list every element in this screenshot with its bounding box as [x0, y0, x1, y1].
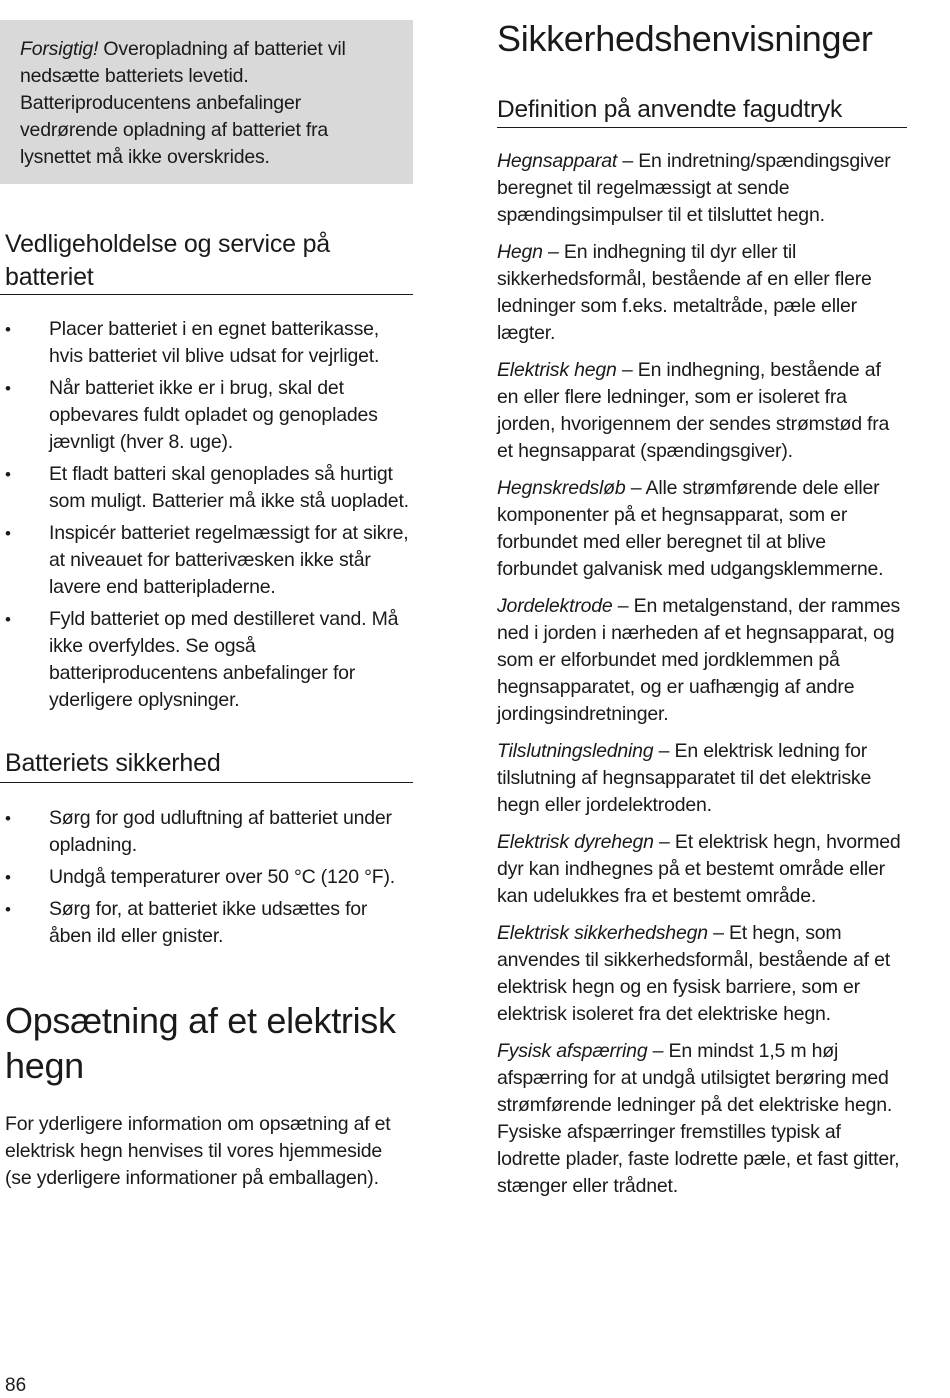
definition-term: Jordelektrode: [497, 595, 613, 617]
caution-text: Overopladning af batteriet vil nedsætte batteriets levetid. Batteriproducentens anbefalinger vedrørende opladning af batteriet fra lysnettet må ikke overskrides.: [20, 38, 346, 168]
safety-rule: [0, 782, 413, 783]
definition-term: Hegnsapparat: [497, 150, 618, 172]
setup-text: For yderligere information om opsætning af et elektrisk hegn henvises til vores hjemmeside (se yderligere informationer på emballagen).: [5, 1113, 391, 1189]
definition-item: [497, 920, 907, 1028]
definition-item: [497, 829, 907, 910]
definition-term: Elektrisk dyrehegn: [497, 831, 654, 853]
list-item: • Sørg for, at batteriet ikke udsættes for åben ild eller gnister.: [0, 896, 413, 950]
list-item: • Placer batteriet i en egnet batterikasse, hvis batteriet vil blive udsat for vejrliget.: [0, 316, 413, 370]
maintenance-rule: [0, 294, 413, 295]
safety-list: [0, 805, 413, 950]
list-item: • Et fladt batteri skal genoplades så hurtigt som muligt. Batterier må ikke stå uopladet.: [0, 461, 413, 515]
definition-text: – En indhegning, bestående af en eller flere ledninger, som er isoleret fra jorden, hvorigennem der sendes strømstød fra et hegnsapparat (spændingsgiver).: [497, 359, 890, 462]
page-number: 86: [5, 1375, 27, 1396]
maintenance-heading: Vedligeholdelse og service på batteriet: [5, 230, 330, 291]
definition-text: – En indretning/spændingsgiver beregnet til regelmæssigt at sende spændingsimpulser til et tilsluttet hegn.: [497, 150, 891, 226]
definition-text: – En elektrisk ledning for tilslutning af hegnsapparatet til det elektriske hegn eller jordelektroden.: [497, 740, 872, 816]
definition-term: Hegn: [497, 241, 543, 263]
definition-text: – En indhegning til dyr eller til sikkerhedsformål, bestående af en eller flere ledninger som f.eks. metaltråde, pæle eller lægter.: [497, 241, 872, 344]
setup-heading: Opsætning af et elektrisk hegn: [5, 1000, 396, 1086]
definition-item: [497, 738, 907, 819]
definition-text: – En metalgenstand, der rammes ned i jorden i nærheden af et hegnsapparat, og som er elforbundet med jordklemmen på hegnsapparatet, og er uafhængig af andre jordingsindretninger.: [497, 595, 901, 725]
caution-label: Forsigtig!: [20, 38, 99, 60]
definitions-rule: [497, 127, 907, 128]
maintenance-list: [0, 316, 413, 714]
definition-term: Elektrisk sikkerhedshegn: [497, 922, 708, 944]
definition-item: [497, 357, 907, 465]
definitions-list: [497, 148, 907, 1210]
definition-item: [497, 593, 907, 728]
definition-item: [497, 475, 907, 583]
list-item: • Sørg for god udluftning af batteriet under opladning.: [0, 805, 413, 859]
definition-item: [497, 148, 907, 229]
definition-item: [497, 1038, 907, 1200]
definition-text: – En mindst 1,5 m høj afspærring for at undgå utilsigtet berøring med strømførende ledninger på det elektriske hegn. Fysiske afspærringer fremstilles typisk af lodrette plader, faste lodrette pæle, et fast gitter, stænger eller trådnet.: [497, 1040, 900, 1197]
list-item: • Inspicér batteriet regelmæssigt for at sikre, at niveauet for batterivæsken ikke står lavere end batteripladerne.: [0, 520, 413, 601]
list-item: • Undgå temperaturer over 50 °C (120 °F).: [0, 864, 413, 891]
page-title: Sikkerhedshenvisninger: [497, 18, 873, 59]
safety-heading: Batteriets sikkerhed: [5, 749, 221, 777]
definitions-heading: Definition på anvendte fagudtryk: [497, 96, 842, 123]
definition-text: – Et elektrisk hegn, hvormed dyr kan indhegnes på et bestemt område eller kan udelukkes fra et bestemt område.: [497, 831, 901, 907]
list-item: • Fyld batteriet op med destilleret vand. Må ikke overfyldes. Se også batteriproducentens anbefalinger for yderligere oplysninger.: [0, 606, 413, 714]
list-item: • Når batteriet ikke er i brug, skal det opbevares fuldt opladet og genoplades jævnligt (hver 8. uge).: [0, 375, 413, 456]
caution-box: [0, 20, 413, 184]
definition-text: – Et hegn, som anvendes til sikkerhedsformål, bestående af et elektrisk hegn og en fysisk barriere, som er elektrisk isoleret fra det elektriske hegn.: [497, 922, 890, 1025]
definition-term: Tilslutningsledning: [497, 740, 654, 762]
definition-item: [497, 239, 907, 347]
definition-text: – Alle strømførende dele eller komponenter på et hegnsapparat, som er forbundet med eller beregnet til at blive forbundet galvanisk med udgangsklemmerne.: [497, 477, 884, 580]
definition-term: Fysisk afspærring: [497, 1040, 648, 1062]
definition-term: Elektrisk hegn: [497, 359, 617, 381]
definition-term: Hegnskredsløb: [497, 477, 626, 499]
